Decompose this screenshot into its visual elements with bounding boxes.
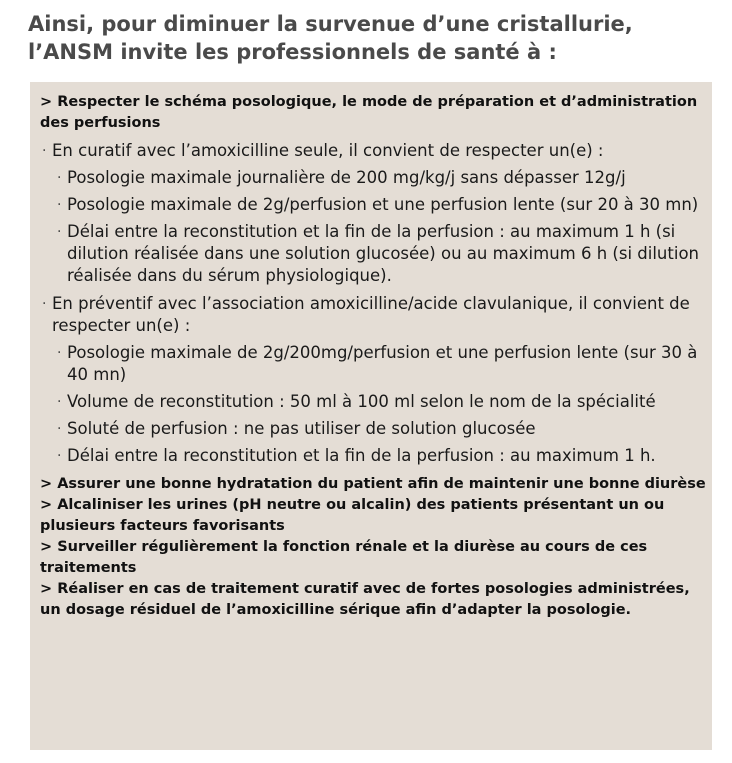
recommendations-box <box>30 82 712 750</box>
preventif-point-1: Posologie maximale de 2g/200mg/perfusion et une perfusion lente (sur 30 à 40 mn) <box>67 343 698 384</box>
bullet-icon: · <box>57 170 62 186</box>
recommendation-schema-posologique: > Respecter le schéma posologique, le mode de préparation et d’administration des perfusions <box>40 94 698 131</box>
list-item <box>40 418 706 440</box>
list-item-curatif <box>40 140 706 162</box>
list-item <box>40 194 706 216</box>
preventif-point-2: Volume de reconstitution : 50 ml à 100 ml selon le nom de la spécialité <box>67 392 656 411</box>
preventif-point-3: Soluté de perfusion : ne pas utiliser de solution glucosée <box>67 419 536 438</box>
title-line-1: Ainsi, pour diminuer la survenue d’une cristallurie, <box>28 12 633 36</box>
bullet-icon: · <box>42 143 47 159</box>
list-item-preventif <box>40 293 706 337</box>
preventif-intro: En préventif avec l’association amoxicilline/acide clavulanique, il convient de respecter un(e) : <box>52 294 690 335</box>
bullet-icon: · <box>57 345 62 361</box>
title-line-2: l’ANSM invite les professionnels de santé à : <box>28 40 557 64</box>
list-item <box>40 221 706 287</box>
bullet-icon: · <box>57 448 62 464</box>
bullet-icon: · <box>57 394 62 410</box>
page-title <box>28 10 718 66</box>
curatif-point-2: Posologie maximale de 2g/perfusion et une perfusion lente (sur 20 à 30 mn) <box>67 195 699 214</box>
bullet-icon: · <box>57 421 62 437</box>
list-item <box>40 167 706 189</box>
curatif-intro: En curatif avec l’amoxicilline seule, il convient de respecter un(e) : <box>52 141 604 160</box>
recommendation-dosage-residuel: > Réaliser en cas de traitement curatif avec de fortes posologies administrées, un dosage résiduel de l’amoxicilline sérique afin d’adapter la posologie. <box>40 581 690 618</box>
bullet-icon: · <box>57 224 62 240</box>
recommendation-hydratation: > Assurer une bonne hydratation du patient afin de maintenir une bonne diurèse <box>40 476 706 492</box>
bullet-icon: · <box>42 296 47 312</box>
recommendation-surveiller: > Surveiller régulièrement la fonction rénale et la diurèse au cours de ces traitements <box>40 539 648 576</box>
preventif-point-4: Délai entre la reconstitution et la fin de la perfusion : au maximum 1 h. <box>67 446 656 465</box>
curatif-point-3: Délai entre la reconstitution et la fin de la perfusion : au maximum 1 h (si dilution réalisée dans une solution glucosée) ou au maximum 6 h (si dilution réalisée dans du sérum physiologique). <box>67 222 699 285</box>
list-item <box>40 342 706 386</box>
curatif-point-1: Posologie maximale journalière de 200 mg/kg/j sans dépasser 12g/j <box>67 168 626 187</box>
list-item <box>40 391 706 413</box>
bullet-icon: · <box>57 197 62 213</box>
recommendation-alcaliniser: > Alcaliniser les urines (pH neutre ou alcalin) des patients présentant un ou plusieurs facteurs favorisants <box>40 497 665 534</box>
list-item <box>40 445 706 467</box>
